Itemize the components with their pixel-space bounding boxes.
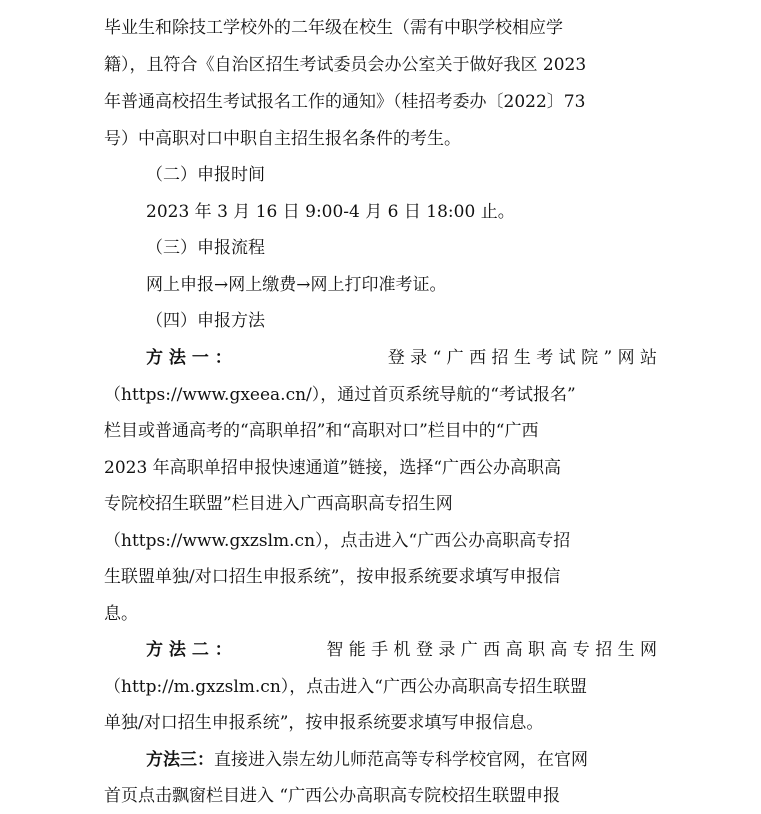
section-4-heading: （四）申报方法 [146,311,265,331]
section-2-heading: （二）申报时间 [146,165,265,185]
method-2-line-2: （http://m.gxzslm.cn），点击进入“广西公办高职高专招生联盟 [104,677,587,697]
method-1-line-8: 息。 [104,604,138,624]
method-1-line-7: 生联盟单独/对口招生申报系统”，按申报系统要求填写申报信 [104,567,561,587]
method-3-first-line [146,748,588,772]
method-1-line-3: 栏目或普通高考的“高职单招”和“高职对口”栏目中的“广西 [104,421,539,441]
intro-line-3: 年普通高校招生考试报名工作的通知》（桂招考委办〔2022〕73 [104,92,586,112]
method-3-text: 直接进入崇左幼儿师范高等专科学校官网，在官网 [214,750,588,770]
method-2-line-3: 单独/对口招生申报系统”，按申报系统要求填写申报信息。 [104,713,544,733]
method-1-line-2: （https://www.gxeea.cn/），通过首页系统导航的“考试报名” [104,385,576,405]
method-1-line-4: 2023 年高职单招申报快速通道”链接，选择“广西公办高职高 [104,458,562,478]
method-2-first-line [146,638,657,662]
method-3-label: 方法三： [146,750,214,770]
method-2-label: 方 法 二 ： [146,640,232,660]
section-3-content: 网上申报→网上缴费→网上打印准考证。 [146,275,447,295]
method-1-label: 方 法 一 ： [146,348,232,368]
intro-line-4: 号）中高职对口中职自主招生报名条件的考生。 [104,129,461,149]
method-3-line-2: 首页点击飘窗栏目进入 “广西公办高职高专院校招生联盟申报 [104,786,561,806]
method-1-line-5: 专院校招生联盟”栏目进入广西高职高专招生网 [104,494,453,514]
intro-line-2: 籍），且符合《自治区招生考试委员会办公室关于做好我区 2023 [104,55,587,75]
section-3-heading: （三）申报流程 [146,238,265,258]
method-2-text: 智 能 手 机 登 录 广 西 高 职 高 专 招 生 网 [326,640,657,660]
method-1-text: 登 录 “ 广 西 招 生 考 试 院 ” 网 站 [387,348,657,368]
method-1-first-line [146,346,657,370]
method-1-line-6: （https://www.gxzslm.cn），点击进入“广西公办高职高专招 [104,531,571,551]
intro-line-1: 毕业生和除技工学校外的二年级在校生（需有中职学校相应学 [104,18,563,38]
section-2-content: 2023 年 3 月 16 日 9:00-4 月 6 日 18:00 止。 [146,202,515,222]
